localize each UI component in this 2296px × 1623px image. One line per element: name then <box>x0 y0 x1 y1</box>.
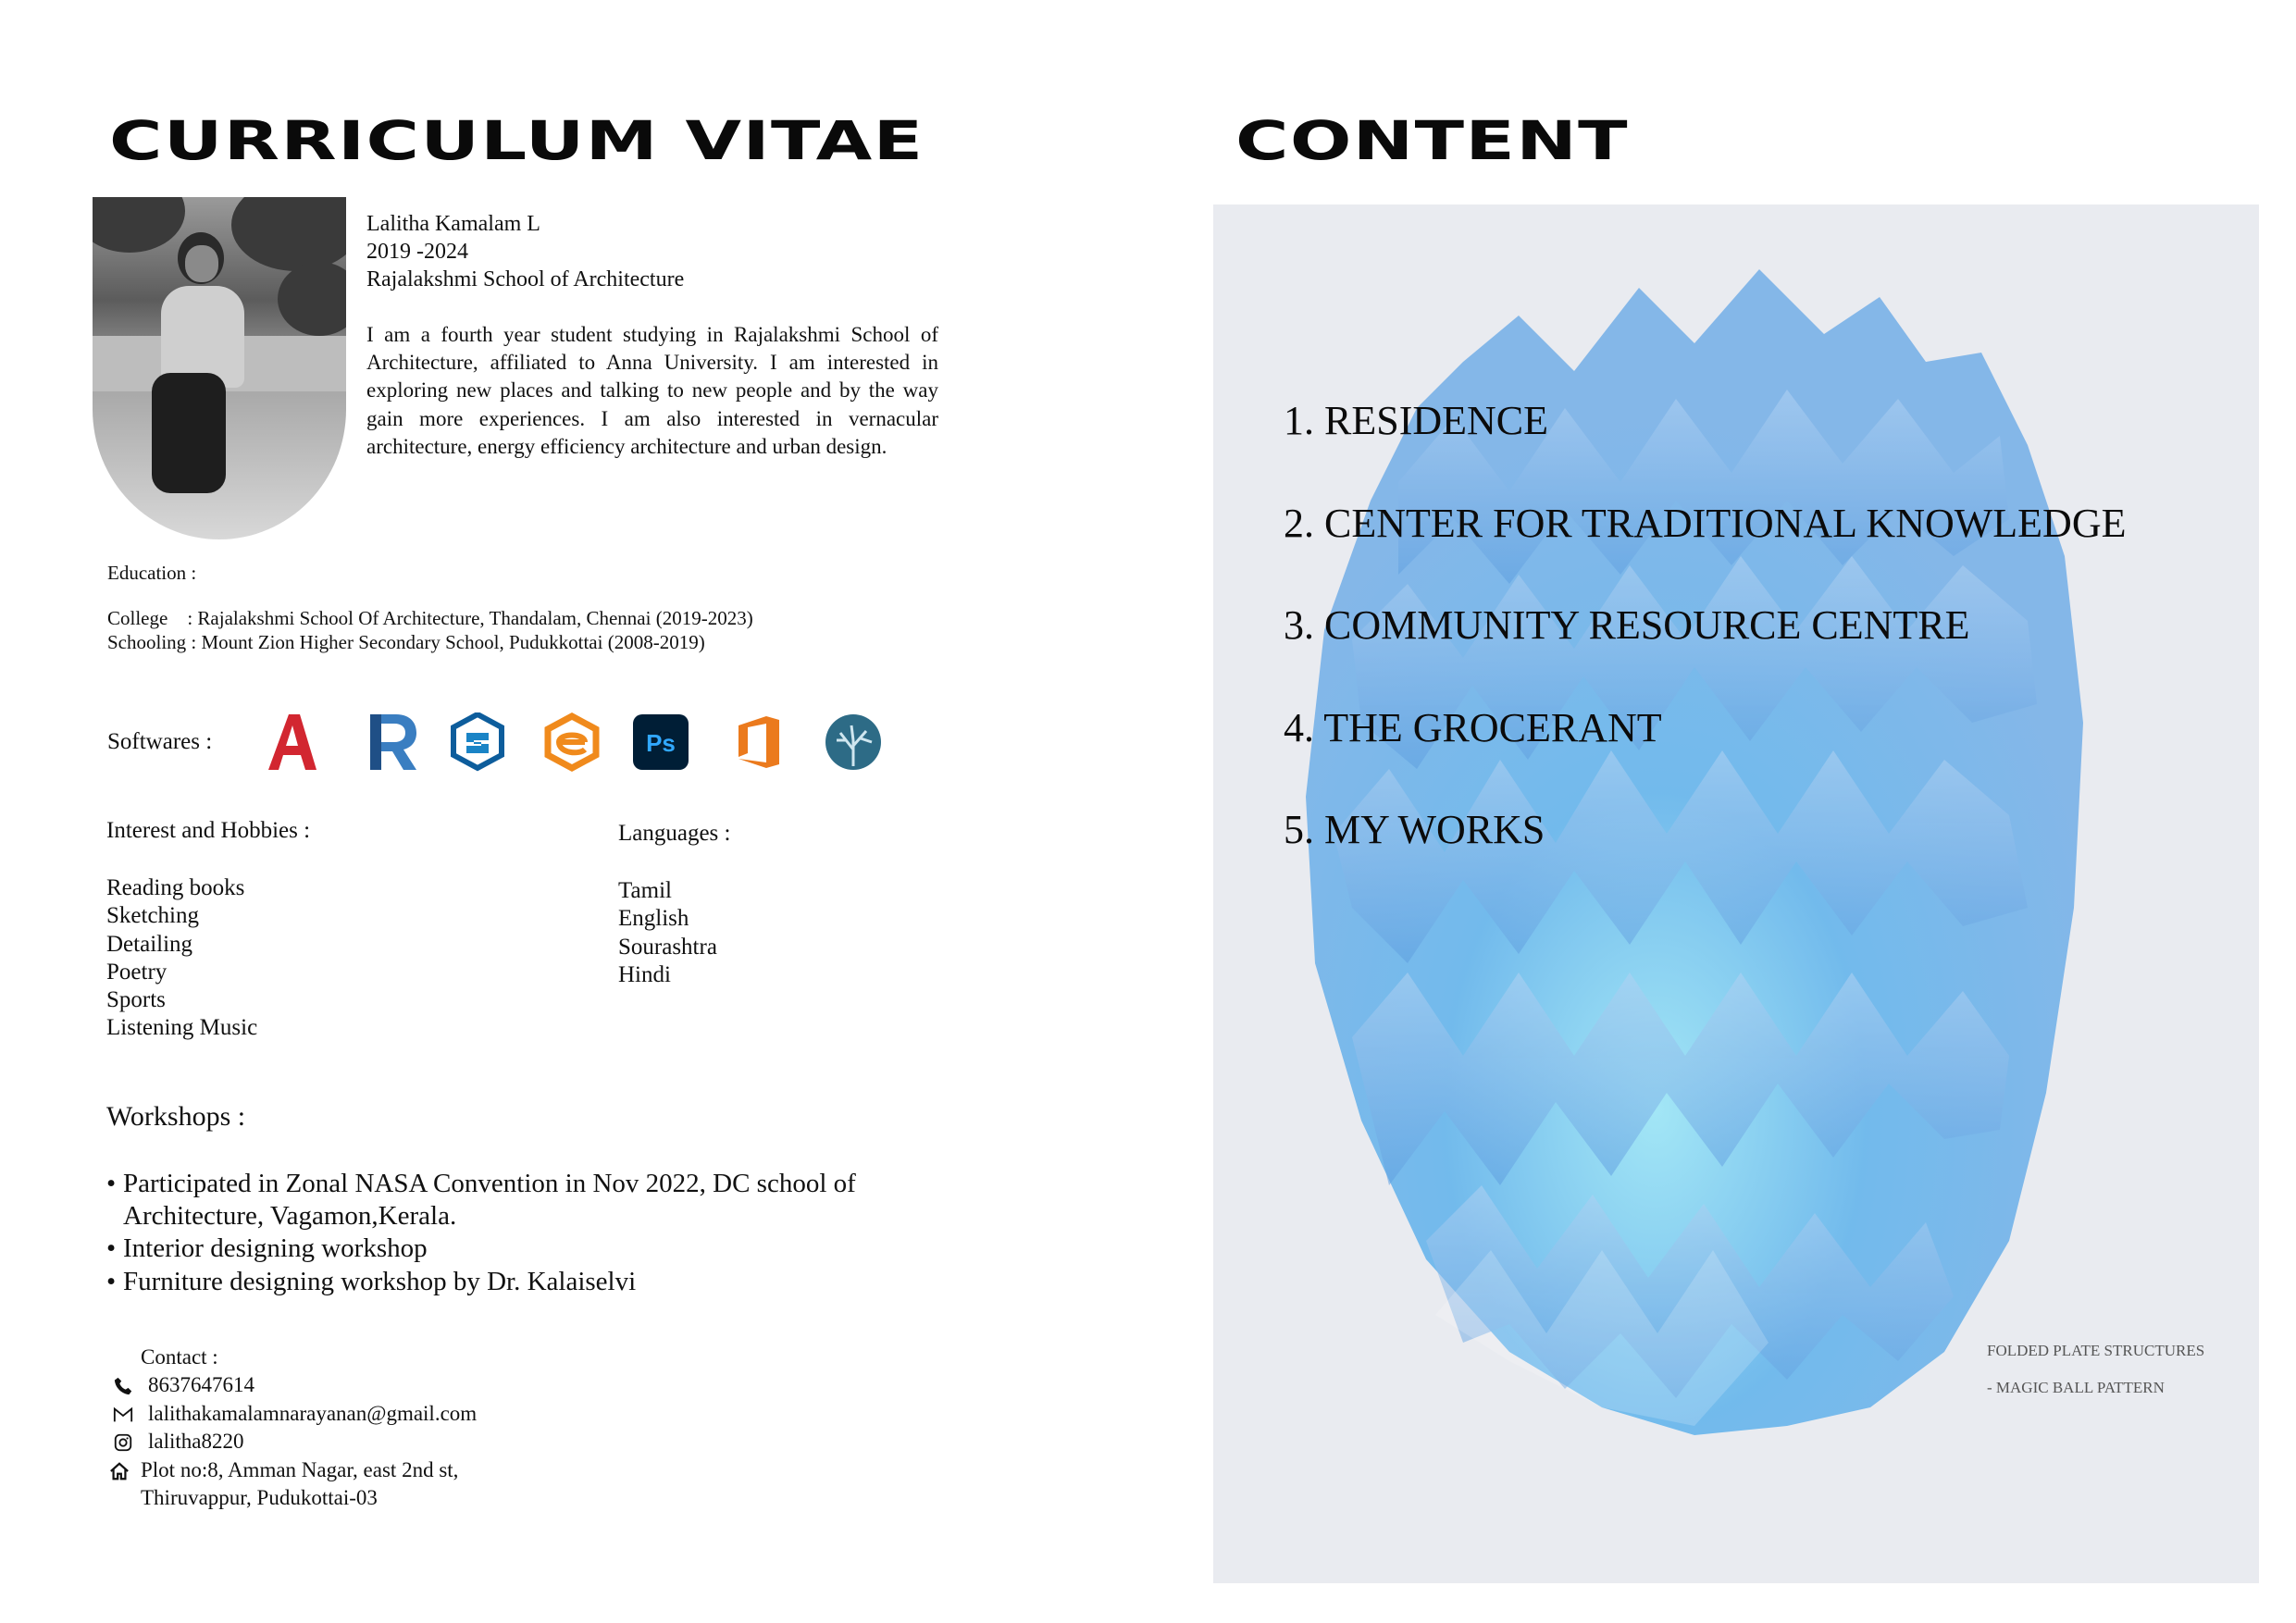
toc-item-grocerant[interactable]: 4. THE GROCERANT <box>1284 704 1662 750</box>
language-item: Hindi <box>618 961 671 987</box>
table-of-contents <box>1284 370 2126 882</box>
photoshop-icon <box>631 712 690 772</box>
toc-item-residence[interactable]: 1. RESIDENCE <box>1284 398 1548 443</box>
photoshop-label: Ps <box>646 729 676 757</box>
education-college: College : Rajalakshmi School Of Architecture, Thandalam, Chennai (2019-2023) <box>107 607 753 629</box>
contact-address-line2: Thiruvappur, Pudukottai-03 <box>141 1486 378 1510</box>
education-list <box>107 606 753 654</box>
softwares-label: Softwares : <box>107 729 213 754</box>
language-item: Tamil <box>618 878 672 903</box>
hobby-item: Sports <box>106 987 166 1013</box>
languages-label: Languages : <box>618 821 731 846</box>
contact-instagram-row <box>109 1428 477 1456</box>
profile-photo <box>93 197 346 539</box>
education-schooling: Schooling : Mount Zion Higher Secondary School, Pudukkottai (2008-2019) <box>107 631 705 653</box>
sketchup-icon <box>448 712 507 772</box>
instagram-icon <box>111 1432 135 1453</box>
contact-email-row <box>109 1400 477 1428</box>
contact-phone-row <box>109 1371 477 1399</box>
toc-item-traditional-knowledge[interactable]: 2. CENTER FOR TRADITIONAL KNOWLEDGE <box>1284 500 2127 546</box>
languages-list <box>618 877 717 989</box>
office-icon <box>729 712 788 772</box>
school-name: Rajalakshmi School of Architecture <box>366 267 685 291</box>
mail-icon <box>111 1405 135 1425</box>
toc-item-my-works[interactable]: 5. MY WORKS <box>1284 807 1545 852</box>
workshop-item: • Participated in Zonal NASA Convention in Nov 2022, DC school of Architecture, Vagamon,Kerala. <box>106 1168 919 1233</box>
hobby-item: Listening Music <box>106 1015 258 1041</box>
hobbies-list <box>106 874 257 1043</box>
hobby-item: Sketching <box>106 903 199 929</box>
caption-line-2: - MAGIC BALL PATTERN <box>1987 1379 2165 1396</box>
bio-paragraph: I am a fourth year student studying in Rajalakshmi School of Architecture, affiliated to Anna University. I am interested in exploring new places and talking to new people and by the way gain more experiences. I am also interested in vernacular architecture, energy efficiency architecture and urban design. <box>366 323 938 458</box>
caption-line-1: FOLDED PLATE STRUCTURES <box>1987 1342 2205 1359</box>
image-caption <box>1987 1332 2204 1406</box>
cv-title: CURRICULUM VITAE <box>109 109 925 172</box>
workshops-list <box>106 1168 939 1298</box>
intro-block <box>366 210 940 293</box>
hobby-item: Poetry <box>106 959 168 985</box>
student-name: Lalitha Kamalam L <box>366 212 540 236</box>
contact-email[interactable]: lalithakamalamnarayanan@gmail.com <box>148 1401 478 1425</box>
hobbies-label: Interest and Hobbies : <box>106 818 311 843</box>
enscape-icon <box>542 712 602 772</box>
contact-phone: 8637647614 <box>148 1373 254 1397</box>
revit-icon <box>363 712 422 772</box>
autocad-icon <box>263 712 322 772</box>
toc-item-community-resource[interactable]: 3. COMMUNITY RESOURCE CENTRE <box>1284 602 1970 648</box>
hobby-item: Reading books <box>106 875 245 900</box>
contact-block <box>109 1344 477 1512</box>
content-title: CONTENT <box>1235 109 1629 172</box>
education-label: Education : <box>107 562 197 584</box>
workshops-label: Workshops : <box>106 1101 246 1132</box>
workshop-item: • Furniture designing workshop by Dr. Kalaiselvi <box>106 1266 939 1298</box>
language-item: Sourashtra <box>618 934 717 960</box>
study-years: 2019 -2024 <box>366 240 468 264</box>
phone-icon <box>111 1376 135 1396</box>
workshop-item: • Interior designing workshop <box>106 1233 939 1265</box>
contact-label: Contact : <box>141 1345 218 1369</box>
contact-instagram[interactable]: lalitha8220 <box>148 1430 244 1454</box>
lumion-icon <box>824 712 883 772</box>
hobby-item: Detailing <box>106 931 193 957</box>
home-icon <box>107 1461 131 1481</box>
language-item: English <box>618 906 689 932</box>
contact-address-row <box>109 1456 477 1484</box>
contact-address-line1: Plot no:8, Amman Nagar, east 2nd st, <box>141 1457 459 1481</box>
